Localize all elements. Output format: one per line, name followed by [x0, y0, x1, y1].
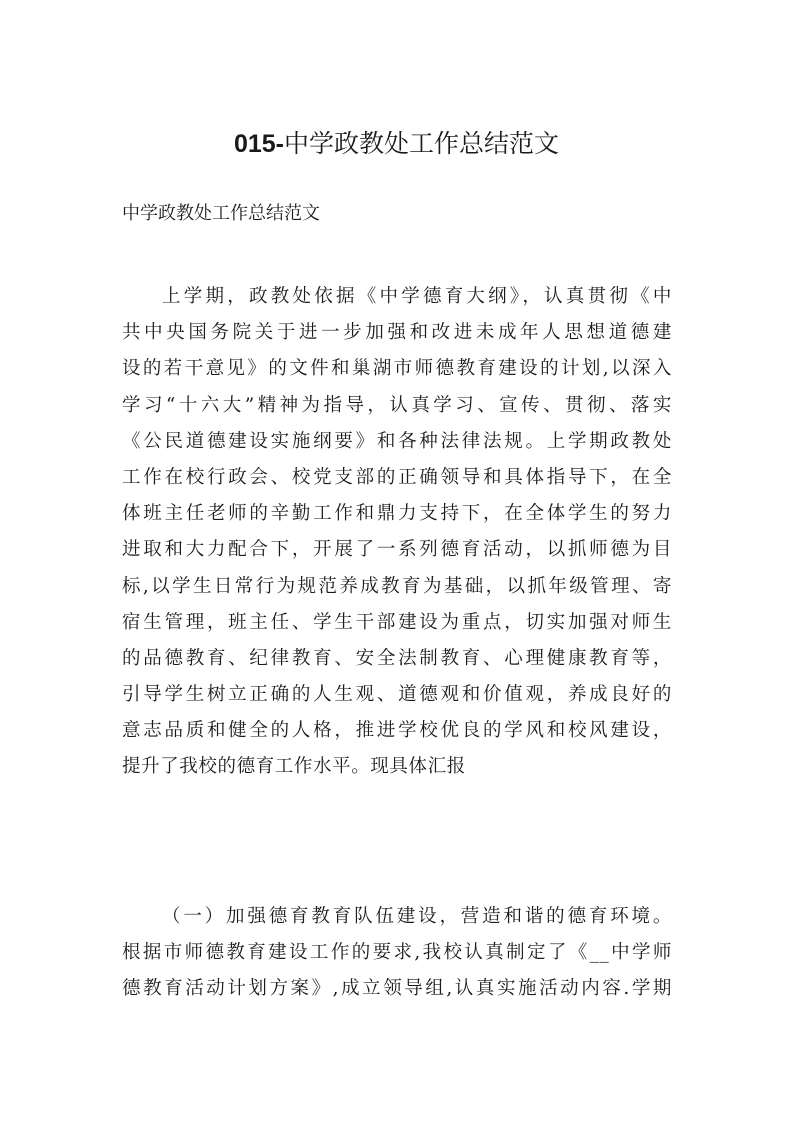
paragraph-2	[122, 899, 672, 1008]
paragraph-line: 根据市师德教育建设工作的要求,我校认真制定了《__中学师	[122, 942, 672, 964]
document-title	[0, 124, 793, 164]
paragraph-line: （一）加强德育教育队伍建设，营造和谐的德育环境。	[162, 906, 672, 927]
paragraph-line: 设的若干意见》的文件和巢湖市师德教育建设的计划,以深入	[122, 358, 672, 380]
paragraph-line: 的品德教育、纪律教育、安全法制教育、心理健康教育等，	[122, 647, 672, 669]
paragraph-line: 意志品质和健全的人格，推进学校优良的学风和校风建设，	[122, 720, 672, 742]
paragraph-line: 进取和大力配合下，开展了一系列德育活动，以抓师德为目	[122, 539, 672, 561]
paragraph-line: 标,以学生日常行为规范养成教育为基础，以抓年级管理、寄	[122, 575, 672, 597]
paragraph-line: 引导学生树立正确的人生观、道德观和价值观，养成良好的	[122, 684, 672, 706]
paragraph-line: 宿生管理，班主任、学生干部建设为重点，切实加强对师生	[122, 611, 672, 633]
paragraph-line: 上学期，政教处依据《中学德育大纲》，认真贯彻《中	[162, 286, 672, 307]
document-subtitle: 中学政教处工作总结范文	[122, 203, 320, 224]
paragraph-line: 《公民道德建设实施纲要》和各种法律法规。上学期政教处	[122, 430, 672, 452]
paragraph-line: 学习“十六大”精神为指导，认真学习、宣传、贯彻、落实	[122, 394, 672, 416]
title-main: 中学政教处工作总结范文	[284, 129, 560, 158]
paragraph-line: 德教育活动计划方案》,成立领导组,认真实施活动内容.学期	[122, 978, 672, 1000]
paragraph-line: 共中央国务院关于进一步加强和改进未成年人思想道德建	[122, 322, 672, 344]
title-prefix: 015-	[233, 130, 285, 158]
paragraph-1	[122, 279, 672, 786]
paragraph-line: 体班主任老师的辛勤工作和鼎力支持下，在全体学生的努力	[122, 503, 672, 525]
paragraph-line: 工作在校行政会、校党支部的正确领导和具体指导下，在全	[122, 466, 672, 488]
paragraph-line: 提升了我校的德育工作水平。现具体汇报	[122, 756, 466, 778]
